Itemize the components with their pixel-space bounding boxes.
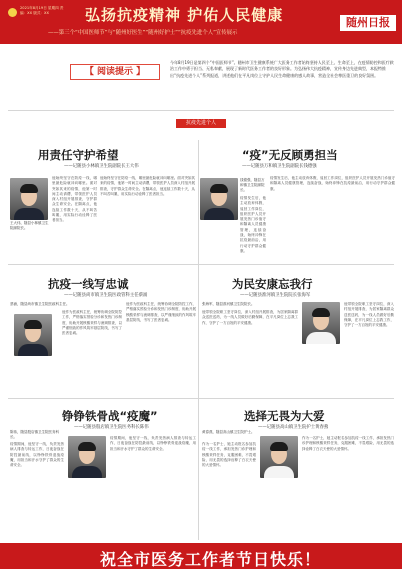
portrait-photo: [200, 178, 238, 220]
photo-caption: 陈伟，随县殷店镇卫生院医务科长。: [10, 430, 59, 439]
portrait-photo: [68, 436, 106, 478]
article-headline: 铮铮铁骨战“疫魔”: [62, 409, 158, 423]
article-subline: ——记随县尚市镇卫生院医政管科主任蔡涌: [64, 293, 148, 298]
divider: [8, 398, 394, 399]
page-number-badge: [8, 8, 17, 17]
photo-caption: 钱德强，随县万和镇卫生院副院长。: [240, 178, 265, 192]
article-body: 他带领全院职工坚守岗位，深入村组开展排查，为居家隔离群众送医送药，为一线人员做好后勤保障，在平凡岗位上忘我工作，守护了一方百姓的平安健康。: [344, 302, 394, 328]
article-body: 疫情发生后，他主动放弃休假，返回工作岗位，组织医护人员开展发热门诊值守和隔离人员健康管理，连续奋战，始终冲锋在抗疫最前沿，用行动守护群众健康。: [270, 176, 395, 191]
article-headline: 为民安康忘我行: [232, 277, 313, 291]
article-body: 作为一名护士，她主动报名参加抗疫一线工作，承担发热门诊护理和核酸采样任务，克服困难，不畏艰险，用无畏的选择诠释了白衣天使的大爱情怀。: [202, 442, 256, 468]
article-headline: “疫”无反顾勇担当: [242, 148, 338, 162]
lead-label: 【 阅读提示 】: [70, 64, 160, 80]
page-subtitle: ——第三个“中国医师节”与“随州好医生”“随州好护士”“抗疫先进个人”宣传展示: [48, 30, 238, 36]
article-headline: 选择无畏为大爱: [244, 409, 325, 423]
article-body: 作为一名护士，她主动报名参加抗疫一线工作，承担发热门诊护理和核酸采样任务，克服困难，不畏艰险，用无畏的选择诠释了白衣天使的大爱情怀。: [302, 436, 394, 451]
article-subline: ——记随县殷店镇卫生院医务科长陈伟: [74, 425, 149, 430]
article-body: 疫情发生后，他主动放弃休假，返回工作岗位，组织医护人员开展发热门诊值守和隔离人员健康管理，连续奋战，始终冲锋在抗疫最前沿，用行动守护群众健康。: [240, 196, 266, 253]
section-tag: 抗疫先进个人: [176, 119, 226, 128]
article-body: 疫情期间，他坚守一线，负责发热病人排查与转运工作，日夜奋战在防控最前线，以铮铮铁骨迎战疫魔，用担当和汗水守护了群众的生命安全。: [10, 442, 64, 468]
article-body: 他始终坚守在防疫一线，哪里最危险就冲向哪里。面对突如其来的疫情，他第一时间主动请缨，带领医护人员深入村组开展排查，守护群众生命安全。在隔离点，他连续工作数十天，从不叫苦叫累，用实际行动诠释了医者担当。: [52, 176, 97, 223]
photo-caption: 王大伟，随县小林镇卫生院副院长。: [10, 221, 49, 230]
newspaper-logo: 随州日报: [340, 15, 396, 31]
article-body: 他作为医政科主任，统筹协调全院防控工作，严格落实预检分诊和发热门诊制度，协助开展核酸采样与流调排查，以严谨细致的作风筑牢基层防线，书写了医者忠诚。: [126, 302, 196, 322]
page-title: 弘扬抗疫精神 护佑人民健康: [85, 6, 284, 24]
portrait-photo: [260, 436, 298, 478]
portrait-photo: [10, 178, 48, 220]
article-body: 疫情期间，他坚守一线，负责发热病人排查与转运工作，日夜奋战在防控最前线，以铮铮铁骨迎战疫魔，用担当和汗水守护了群众的生命安全。: [110, 436, 196, 451]
article-body: 他始终坚守在防疫一线，哪里最危险就冲向哪里。面对突如其来的疫情，他第一时间主动请缨，带领医护人员深入村组开展排查，守护群众生命安全。在隔离点，他连续工作数十天，从不叫苦叫累，用实际行动诠释了医者担当。: [100, 176, 195, 196]
article-headline: 用责任守护希望: [38, 148, 119, 162]
article-subline: ——记随县小林镇卫生院副院长王大伟: [64, 164, 139, 169]
portrait-photo: [302, 302, 340, 344]
divider: [8, 110, 394, 111]
portrait-photo: [14, 314, 52, 356]
footer-greeting: 祝全市医务工作者节日快乐！: [100, 550, 322, 569]
page-footer: [0, 543, 402, 569]
article-subline: ——记随县万和镇卫生院副院长钱德强: [242, 164, 317, 169]
photo-caption: 蔡涌，随县尚市镇卫生院医政科主任。: [10, 302, 70, 306]
article-body: 他带领全院职工坚守岗位，深入村组开展排查，为居家隔离群众送医送药，为一线人员做好后勤保障，在平凡岗位上忘我工作，守护了一方百姓的平安健康。: [202, 310, 298, 325]
photo-caption: 黄春燕，随县高山镇卫生院护士。: [202, 430, 255, 434]
article-subline: ——记随县高山镇卫生院护士黄春燕: [258, 425, 329, 430]
page-header: [0, 0, 402, 44]
article-headline: 抗疫一线写忠诚: [48, 277, 129, 291]
article-body: 他作为医政科主任，统筹协调全院防控工作，严格落实预检分诊和发热门诊制度，协助开展核酸采样与流调排查，以严谨细致的作风筑牢基层防线，书写了医者忠诚。: [62, 310, 122, 336]
lead-text: 今年8月19日是第四个“中国医师节”。随州市卫生健康系统广大医务工作者始终坚持人民至上、生命至上，在疫情防控和医疗救治工作中勇于担当、无私奉献，展现了新时代医务工作者的良好形象。为弘扬伟大抗疫精神，宣传身边先进典型，本报特推出“抗疫先进个人”系列报道，讲述他们在平凡岗位上守护人民生命健康的感人故事，营造全社会尊医重卫的良好氛围。: [170, 60, 394, 78]
column-divider: [198, 140, 199, 540]
edition-info: 2021年8月19日 星期四 责编：XX 版式：XX: [20, 6, 64, 15]
article-subline: ——记随县淮河镇卫生院院长张海军: [240, 293, 311, 298]
divider: [8, 264, 394, 265]
photo-caption: 张海军，随县淮河镇卫生院院长。: [202, 302, 255, 306]
